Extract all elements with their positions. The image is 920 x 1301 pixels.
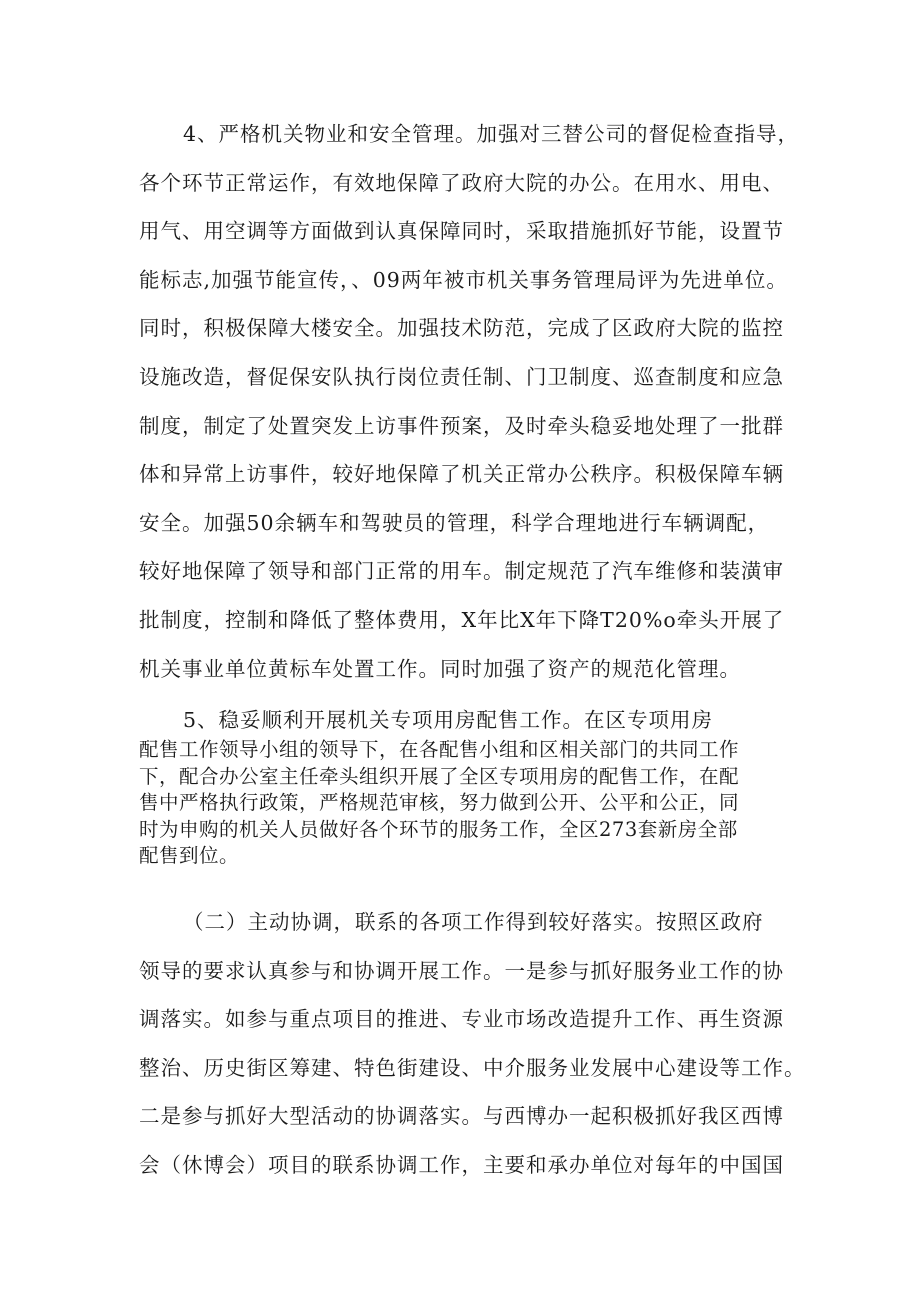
text-line: 批制度，控制和降低了整体费用，X年比X年下降T20%o牵头开展了 (139, 607, 785, 632)
text-line: 4、严格机关物业和安全管理。加强对三替公司的督促检查指导， (183, 122, 800, 146)
text-line: 机关事业单位黄标车处置工作。同时加强了资产的规范化管理。 (139, 656, 741, 681)
text-line: 二是参与抓好大型活动的协调落实。与西博办一起积极抓好我区西博 (139, 1104, 784, 1129)
text-line: 安全。加强50余辆车和驾驶员的管理，科学合理地进行车辆调配， (139, 510, 770, 535)
text-line: 同时，积极保障大楼安全。加强技术防范，完成了区政府大院的监控 (139, 316, 784, 341)
text-line: 能标志,加强节能宣传，、09两年被市机关事务管理局评为先进单位。 (139, 267, 788, 292)
text-line: 调落实。如参与重点项目的推进、专业市场改造提升工作、再生资源 (139, 1007, 784, 1032)
text-line: 领导的要求认真参与和协调开展工作。一是参与抓好服务业工作的协 (139, 958, 784, 983)
text-line: 售中严格执行政策，严格规范审核，努力做到公开、公平和公正，同 (139, 791, 740, 815)
paragraph-housing-body (139, 737, 739, 870)
text-line: 体和异常上访事件，较好地保障了机关正常办公秩序。积极保障车辆 (139, 462, 784, 487)
text-line: 整治、历史街区筹建、特色街建设、中介服务业发展中心建设等工作。 (139, 1055, 806, 1080)
text-line: 会（休博会）项目的联系协调工作，主要和承办单位对每年的中国国 (139, 1152, 784, 1177)
text-line: 5、稳妥顺利开展机关专项用房配售工作。在区专项用房 (183, 708, 714, 732)
text-line: 时为申购的机关人员做好各个环节的服务工作，全区273套新房全部 (139, 817, 738, 841)
text-line: 配售工作领导小组的领导下，在各配售小组和区相关部门的共同工作 (139, 738, 740, 761)
text-line: （二）主动协调，联系的各项工作得到较好落实。按照区政府 (183, 910, 764, 934)
text-line: 制度，制定了处置突发上访事件预案，及时牵头稳妥地处理了一批群 (139, 413, 784, 438)
text-line: 设施改造，督促保安队执行岗位责任制、门卫制度、巡查制度和应急 (139, 364, 784, 389)
paragraph-property-security (139, 110, 799, 693)
text-line: 各个环节正常运作，有效地保障了政府大院的办公。在用水、用电、 (139, 170, 784, 195)
paragraph-coordination (139, 898, 806, 1190)
text-line: 用气、用空调等方面做到认真保障同时，采取措施抓好节能，设置节 (139, 219, 784, 244)
text-line: 下，配合办公室主任牵头组织开展了全区专项用房的配售工作，在配 (139, 764, 740, 788)
text-line: 较好地保障了领导和部门正常的用车。制定规范了汽车维修和装潢审 (139, 559, 784, 584)
text-line: 配售到位。 (139, 844, 240, 868)
